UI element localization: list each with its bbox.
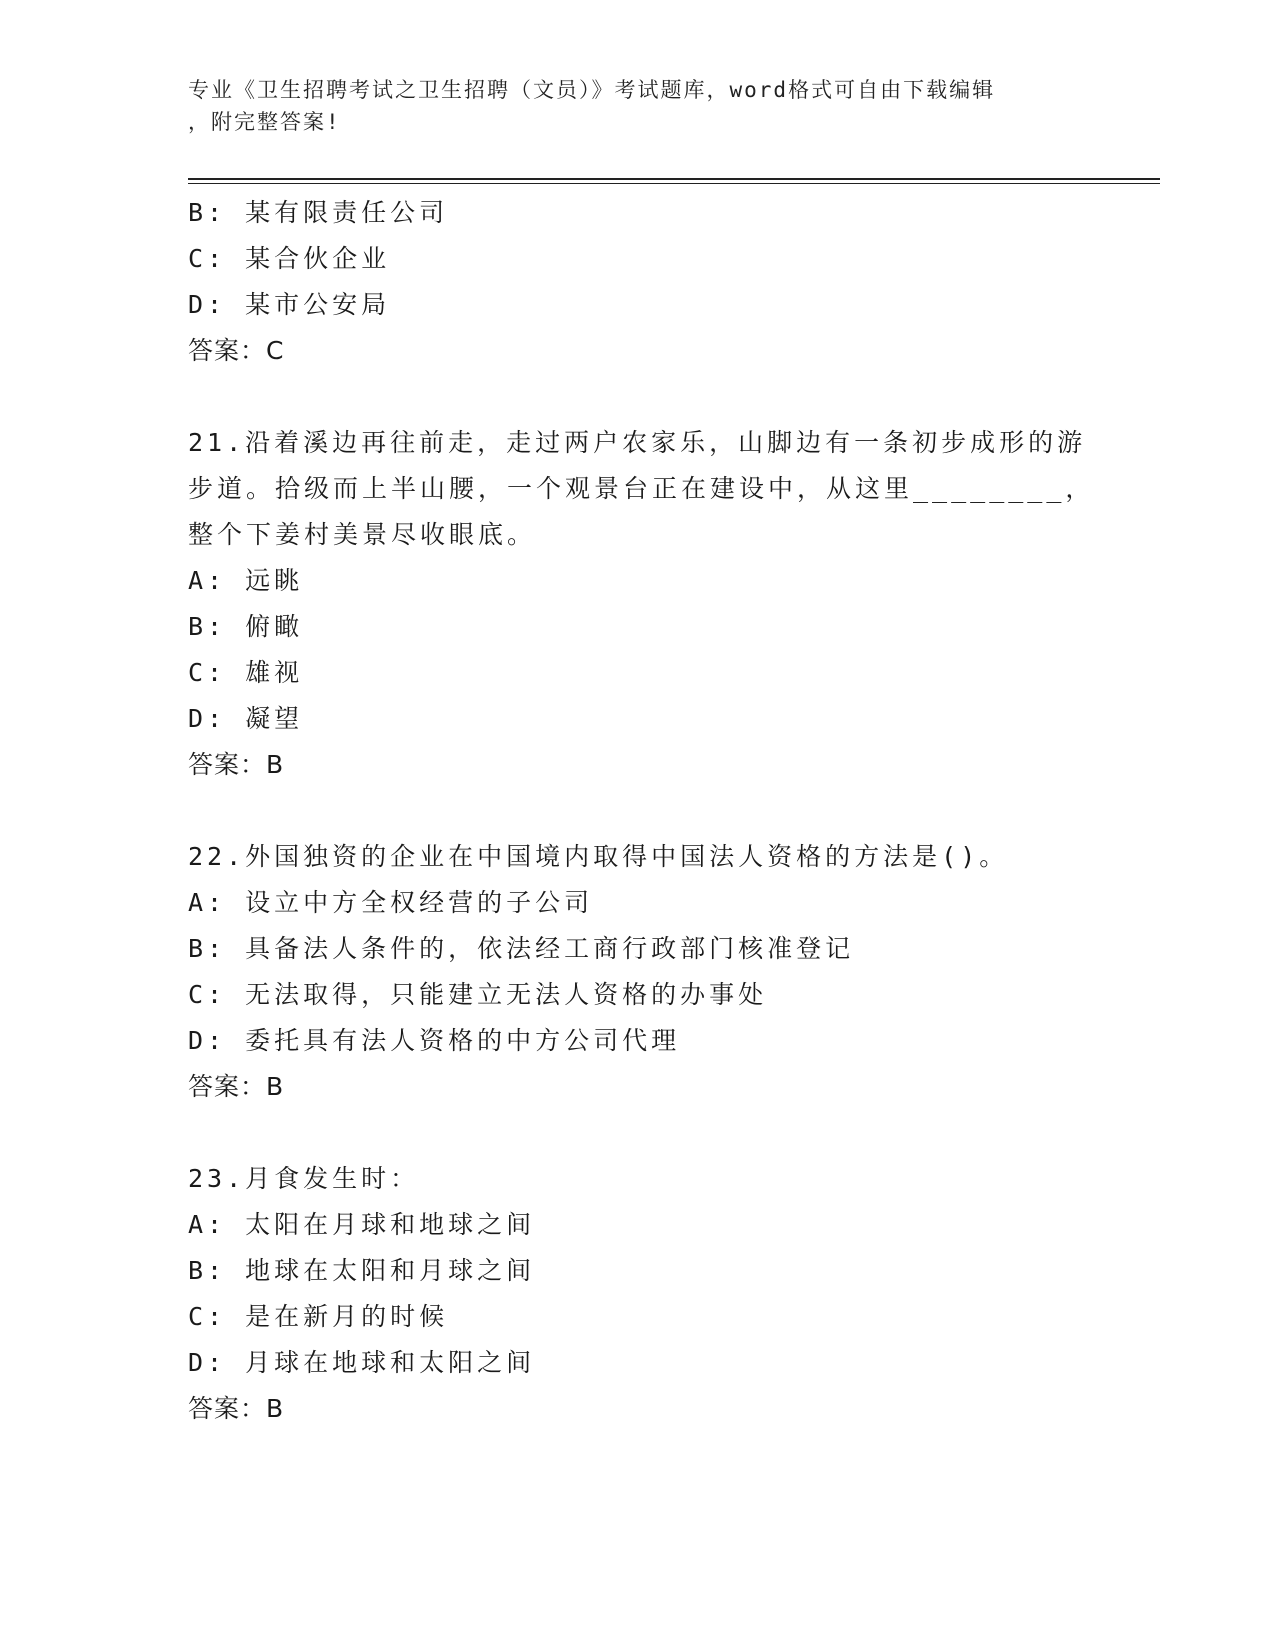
question-text-line: 22.外国独资的企业在中国境内取得中国法人资格的方法是()。 <box>188 842 1009 871</box>
option-c: C: 无法取得，只能建立无法人资格的办事处 <box>188 980 768 1009</box>
question-text-line: 23.月食发生时： <box>188 1164 420 1193</box>
question-spacer <box>188 1110 1088 1156</box>
option-c: C: 雄视 <box>188 658 304 687</box>
answer-line: 答案：B <box>188 750 285 779</box>
question-text-line: 步道。拾级而上半山腰，一个观景台正在建设中，从这里________， <box>188 474 1095 503</box>
option-a: A: 太阳在月球和地球之间 <box>188 1210 536 1239</box>
question-content <box>188 190 1095 1432</box>
header-line-1: 专业《卫生招聘考试之卫生招聘（文员）》考试题库，word格式可自由下载编辑 <box>188 78 996 102</box>
option-d: D: 某市公安局 <box>188 290 391 319</box>
question-spacer <box>188 374 1088 420</box>
question-spacer <box>188 788 1088 834</box>
header-divider-thick <box>188 178 1160 180</box>
header-line-2: ，附完整答案! <box>188 110 341 134</box>
option-a: A: 设立中方全权经营的子公司 <box>188 888 594 917</box>
document-header <box>188 74 1088 138</box>
option-b: B: 某有限责任公司 <box>188 198 449 227</box>
question-text-line: 21.沿着溪边再往前走，走过两户农家乐，山脚边有一条初步成形的游 <box>188 428 1087 457</box>
header-divider-thin <box>188 183 1160 184</box>
option-b: B: 具备法人条件的，依法经工商行政部门核准登记 <box>188 934 855 963</box>
answer-line: 答案：B <box>188 1072 285 1101</box>
option-d: D: 月球在地球和太阳之间 <box>188 1348 536 1377</box>
question-23 <box>188 1156 1088 1432</box>
question-21 <box>188 420 1095 788</box>
option-d: D: 委托具有法人资格的中方公司代理 <box>188 1026 681 1055</box>
option-d: D: 凝望 <box>188 704 304 733</box>
option-b: B: 俯瞰 <box>188 612 304 641</box>
option-c: C: 某合伙企业 <box>188 244 391 273</box>
option-b: B: 地球在太阳和月球之间 <box>188 1256 536 1285</box>
question-text-line: 整个下姜村美景尽收眼底。 <box>188 520 537 549</box>
answer-line: 答案：C <box>188 336 285 365</box>
option-c: C: 是在新月的时候 <box>188 1302 449 1331</box>
answer-line: 答案：B <box>188 1394 285 1423</box>
option-a: A: 远眺 <box>188 566 304 595</box>
question-fragment <box>188 190 1088 374</box>
question-22 <box>188 834 1088 1110</box>
